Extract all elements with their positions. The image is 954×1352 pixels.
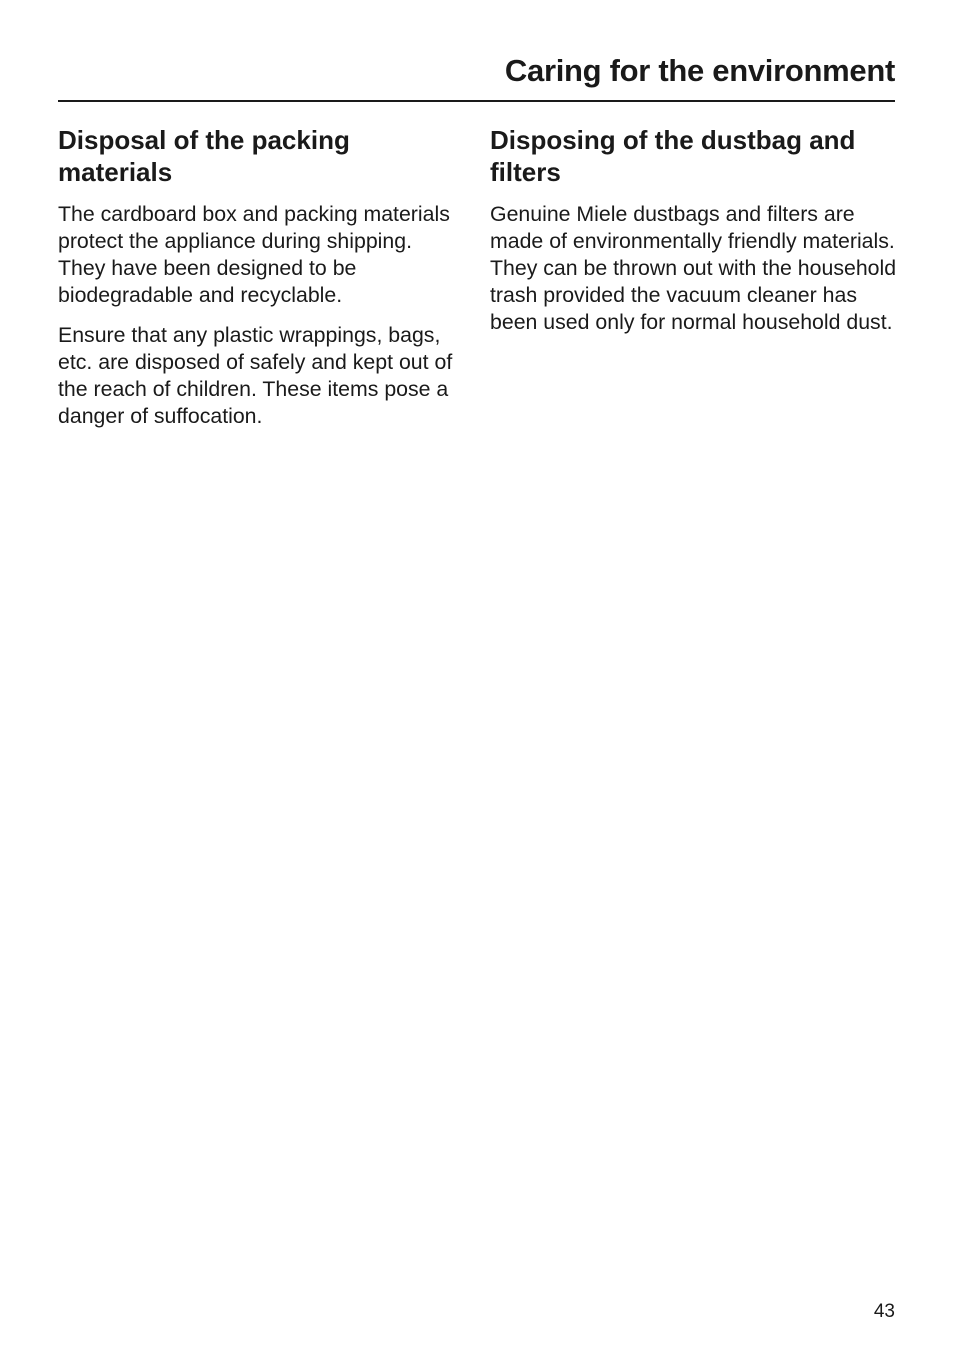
title-divider (58, 100, 895, 102)
paragraph-packing-safety: Ensure that any plastic wrappings, bags, etc. are disposed of safely and kept out of the reach of children. These items pose a danger of suffocation. (58, 323, 453, 428)
section-dustbag-disposal (490, 124, 900, 349)
paragraph-dustbag-info: Genuine Miele dustbags and filters are made of environmentally friendly materials. They can be thrown out with the household trash provided the vacuum cleaner has been used only for normal household dust. (490, 202, 897, 334)
page-title: Caring for the environment (504, 53, 895, 88)
section-packing-disposal (58, 124, 462, 443)
section-heading-packing: Disposal of the packing materials (58, 125, 350, 187)
section-heading-dustbag: Disposing of the dustbag and filters (490, 125, 856, 187)
page-number: 43 (873, 1301, 895, 1322)
paragraph-packing-purpose: The cardboard box and packing materials protect the appliance during shipping. They have been designed to be biodegradable and recyclable. (58, 202, 450, 307)
